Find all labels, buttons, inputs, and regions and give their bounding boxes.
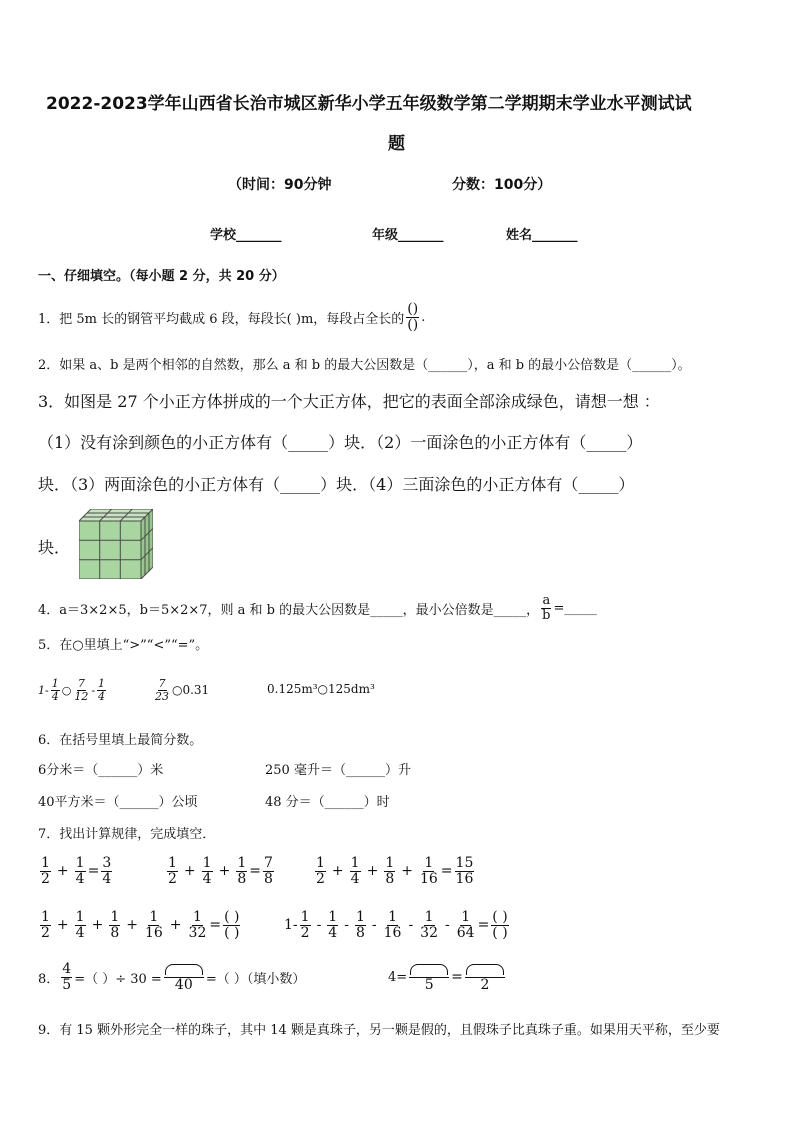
q8-frac2-den: 40 [174, 976, 193, 993]
q5-item1-frac2-den: 12 [74, 689, 89, 703]
q7-equals: = [440, 863, 453, 880]
q7-num: 1 [461, 909, 471, 925]
q7-blank-den: ( ) [492, 924, 508, 941]
q5-item1-frac1-den: 4 [51, 689, 59, 703]
question-6: 6．在括号里填上最简分数。 [38, 733, 203, 748]
question-3-line4: 块． [38, 538, 71, 557]
q8-frac2-blank [164, 962, 204, 978]
q7-den: 32 [420, 924, 438, 941]
q5-item1-frac3 [97, 678, 106, 702]
q5-item1-frac1 [51, 678, 60, 702]
question-2: 2．如果 a、b 是两个相邻的自然数，那么 a 和 b 的最大公因数是（______），a 和 b 的最小公倍数是（______）。 [38, 358, 691, 373]
q7-frac [144, 910, 164, 940]
q7-den: 2 [168, 870, 177, 887]
q6-item-2: 250 毫升＝（______）升 [265, 763, 411, 778]
page-title-line1: 2022-2023学年山西省长治市城区新华小学五年级数学第二学期期末学业水平测试试 [46, 94, 692, 114]
q7-num: 1 [385, 855, 395, 871]
q8-frac4-blank [465, 962, 505, 978]
question-5: 5．在○里填上“>”“<”“=”。 [38, 638, 209, 653]
q7-num: 1 [237, 855, 247, 871]
q7-den: 2 [300, 924, 310, 941]
q5-item-1 [38, 678, 108, 702]
q7-blank-frac [491, 910, 508, 940]
q5-item1-frac3-num: 1 [98, 677, 106, 690]
q7-plus: + [169, 917, 182, 934]
q7-minus: - [408, 917, 414, 934]
q7-num: 1 [75, 855, 85, 871]
q7-num: 1 [41, 909, 50, 925]
question-3-line1: 3．如图是 27 个小正方体拼成的一个大正方体，把它的表面全部涂成绿色，请想一想 ： [38, 392, 660, 411]
question-9: 9．有 15 颗外形完全一样的珠子，其中 14 颗是真珠子，另一颗是假的，且假珠子比真珠子重。如果用天平称，至少要 [38, 1023, 720, 1038]
q7-minus: - [316, 917, 322, 934]
time-label: （时间：90分钟 [228, 177, 332, 193]
q8-frac1-den: 5 [62, 976, 72, 993]
q7-num: 1 [168, 855, 177, 871]
q7-num: 7 [263, 855, 273, 871]
q7-num: 1 [388, 909, 397, 925]
q7-den: 8 [263, 870, 273, 887]
q8-frac3-den: 5 [424, 976, 434, 993]
q7-den: 4 [75, 924, 85, 941]
question-8 [38, 962, 305, 992]
q5-item2-frac-num: 7 [158, 677, 166, 690]
q7-frac [456, 910, 476, 940]
question-4 [38, 594, 597, 622]
q7-plus: + [91, 917, 104, 934]
q7-den: 32 [188, 924, 207, 941]
question-8-part2 [388, 962, 507, 992]
q7-frac [101, 856, 112, 886]
q8-frac3 [409, 962, 449, 992]
grade-field: 年级_______ [372, 228, 444, 243]
q8-frac4-den: 2 [480, 976, 490, 993]
q7-minus: - [445, 917, 450, 934]
q7-frac [355, 910, 366, 940]
q7-den: 4 [350, 870, 360, 887]
q7-frac [236, 856, 247, 886]
q7-equals: = [249, 863, 261, 880]
cube-illustration [79, 509, 153, 579]
q7-num: 1 [41, 855, 50, 871]
q7-frac [383, 910, 403, 940]
q7-den: 16 [455, 870, 474, 887]
q1-text: 1．把 5m 长的钢管平均截成 6 段，每段长( )m，每段占全长的 [38, 311, 405, 327]
q8-eq3: = [451, 969, 463, 986]
q7-num: 1 [300, 909, 310, 925]
school-field: 学校_______ [210, 228, 282, 243]
q8-frac1 [61, 962, 72, 992]
q6-item-1: 6分米＝（______）米 [38, 763, 164, 778]
q7-frac [40, 910, 51, 940]
q7-plus: + [56, 917, 69, 934]
q7-frac [109, 910, 120, 940]
question-7: 7．找出计算规律，完成填空． [38, 827, 216, 842]
q7-num: 1 [192, 909, 202, 925]
q7-frac [419, 856, 439, 886]
q6-item-3: 40平方米＝（______）公顷 [38, 795, 198, 810]
q7-one-minus: 1- [284, 917, 298, 934]
q7-eq-4 [38, 910, 242, 940]
q7-den: 2 [41, 924, 50, 941]
q7-den: 2 [41, 870, 50, 887]
q7-plus: + [331, 863, 344, 880]
q7-frac [75, 910, 86, 940]
page-title-line2: 题 [388, 134, 405, 154]
q8-frac4 [465, 962, 505, 992]
q8-frac2 [164, 962, 204, 992]
q7-den: 4 [102, 870, 112, 887]
q7-den: 4 [75, 870, 85, 887]
q5-item1-frac2-num: 7 [77, 677, 85, 690]
q7-minus: - [371, 917, 377, 934]
score-label: 分数：100分） [452, 177, 552, 193]
q7-plus: + [401, 863, 413, 880]
q7-den: 16 [419, 870, 438, 887]
q7-num: 1 [424, 855, 434, 871]
q1-frac-num: () [407, 301, 419, 317]
q7-blank-den: ( ) [224, 924, 240, 941]
q7-den: 16 [144, 924, 163, 941]
q7-eq-5 [284, 910, 511, 940]
q7-minus: - [344, 917, 349, 934]
q5-item2-frac [154, 678, 170, 702]
q7-equals: = [477, 917, 490, 934]
q5-item1-frac1-num: 1 [51, 677, 59, 690]
q7-plus: + [183, 863, 196, 880]
q7-frac [40, 856, 51, 886]
q6-item-4: 48 分＝（______）时 [265, 795, 390, 810]
cube-figure [79, 509, 153, 579]
q8-part2-prefix: 4= [388, 969, 408, 985]
q5-item1-frac3-den: 4 [98, 689, 106, 703]
q7-eq-3 [313, 856, 476, 886]
q7-num: 1 [75, 909, 85, 925]
q7-num: 1 [355, 909, 365, 925]
q7-frac [350, 856, 361, 886]
q8-eq2: =（ ）（填小数） [205, 971, 306, 987]
q7-num: 1 [149, 909, 159, 925]
q7-eq-2 [165, 856, 276, 886]
q7-plus: + [218, 863, 231, 880]
q7-eq-1 [38, 856, 114, 886]
q8-eq1: =（ ）÷ 30 = [74, 971, 162, 987]
q4-text: 4．a＝3×2×5，b＝5×2×7，则 a 和 b 的最大公因数是_____，最小公倍数是_____， [38, 602, 540, 618]
q7-equals: = [87, 863, 100, 880]
q1-tail: . [421, 309, 426, 325]
q7-blank-frac [223, 910, 240, 940]
q7-equals: = [209, 917, 222, 934]
q1-fraction [406, 302, 419, 332]
q7-frac [455, 856, 475, 886]
q7-den: 4 [202, 870, 212, 887]
q4-fraction [541, 594, 551, 622]
question-3-line2: （1）没有涂到颜色的小正方体有（_____）块．（2）一面涂色的小正方体有（_____） [38, 433, 643, 452]
q7-blank-num: ( ) [224, 909, 240, 925]
name-field: 姓名_______ [506, 228, 578, 243]
q4-tail: =_____ [553, 600, 597, 616]
q5-item1-prefix: 1- [38, 683, 49, 697]
q7-den: 8 [237, 870, 247, 887]
q7-num: 1 [328, 909, 338, 925]
q8-prefix: 8． [38, 971, 60, 987]
q7-den: 16 [383, 924, 402, 941]
q7-num: 15 [455, 855, 474, 871]
q7-frac [384, 856, 395, 886]
q7-plus: + [56, 863, 69, 880]
q7-frac [188, 910, 208, 940]
question-1 [38, 302, 425, 332]
q4-frac-num: a [542, 593, 551, 608]
q5-item1-circle: ○ [61, 683, 72, 697]
q7-frac [315, 856, 326, 886]
section-heading: 一、仔细填空。（每小题 2 分，共 20 分） [38, 269, 285, 284]
q4-frac-den: b [542, 607, 551, 623]
q7-num: 1 [202, 855, 212, 871]
q7-plus: + [366, 863, 379, 880]
q8-frac1-num: 4 [62, 961, 72, 977]
q7-den: 8 [385, 870, 395, 887]
q5-item1-frac2 [73, 678, 89, 702]
q7-num: 1 [424, 909, 434, 925]
q7-den: 64 [456, 924, 475, 941]
q5-item1-minus: - [91, 683, 96, 697]
q5-item2-tail: ○0.31 [172, 683, 210, 698]
q7-blank-num: ( ) [492, 909, 508, 925]
q7-frac [419, 910, 439, 940]
q5-item-2 [152, 678, 209, 702]
q7-num: 1 [350, 855, 360, 871]
q7-plus: + [126, 917, 138, 934]
q7-frac [263, 856, 274, 886]
question-3-line3: 块．（3）两面涂色的小正方体有（_____）块．（4）三面涂色的小正方体有（_____） [38, 475, 635, 494]
q7-den: 2 [316, 870, 325, 887]
q7-frac [167, 856, 178, 886]
q7-num: 1 [316, 855, 325, 871]
q7-frac [300, 910, 311, 940]
q1-frac-den: () [407, 316, 419, 333]
q7-frac [202, 856, 213, 886]
q5-item-3: 0.125m³○125dm³ [267, 682, 375, 696]
q8-frac3-blank [409, 962, 449, 978]
q7-den: 8 [355, 924, 365, 941]
q7-num: 3 [102, 855, 112, 871]
q7-frac [327, 910, 338, 940]
q7-den: 8 [110, 924, 120, 941]
q7-frac [75, 856, 86, 886]
q7-den: 4 [328, 924, 338, 941]
q5-item2-frac-den: 23 [155, 689, 169, 703]
q7-num: 1 [110, 909, 120, 925]
